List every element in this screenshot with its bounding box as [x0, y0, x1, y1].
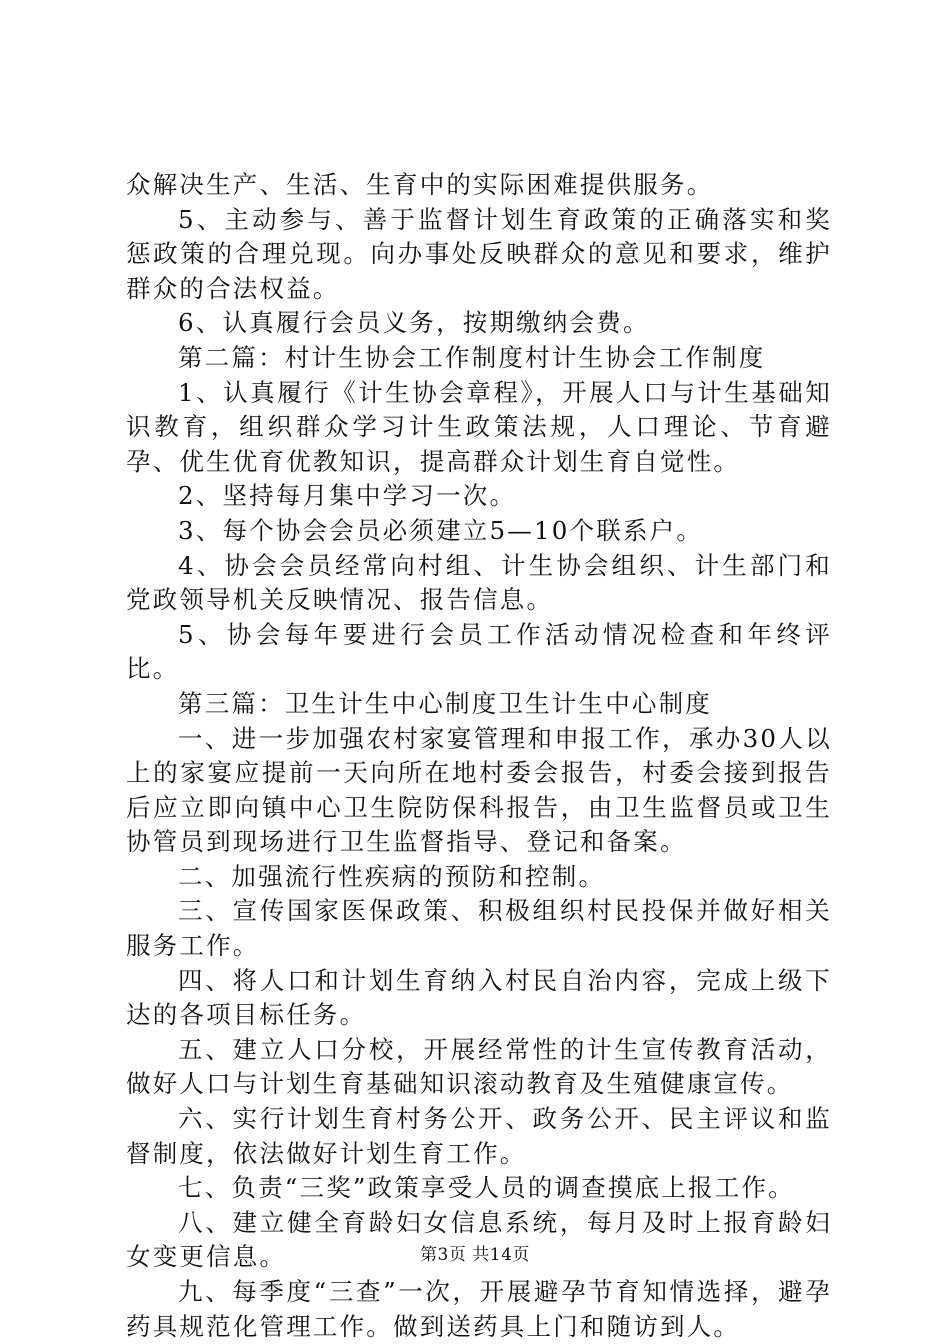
body-paragraph: 第三篇：卫生计生中心制度卫生计生中心制度: [178, 688, 712, 718]
body-paragraph: 4、协会会员经常向村组、计生协会组织、计生部门和党政领导机关反映情况、报告信息。: [126, 550, 832, 615]
body-paragraph: 七、负责“三奖”政策享受人员的调查摸底上报工作。: [178, 1173, 795, 1203]
body-paragraph: 四、将人口和计划生育纳入村民自治内容，完成上级下达的各项目标任务。: [126, 965, 832, 1030]
body-paragraph: 5、协会每年要进行会员工作活动情况检查和年终评比。: [126, 619, 832, 684]
body-paragraph: 三、宣传国家医保政策、积极组织村民投保并做好相关服务工作。: [126, 896, 832, 961]
body-paragraph: 一、进一步加强农村家宴管理和申报工作，承办30人以上的家宴应提前一天向所在地村委会报告，村委会接到报告后应立即向镇中心卫生院防保科报告，由卫生监督员或卫生协管员到现场进行卫生监督指导、登记和备案。: [126, 723, 832, 857]
body-paragraph: 6、认真履行会员义务，按期缴纳会费。: [178, 308, 650, 338]
body-paragraph: 3、每个协会会员必须建立5—10个联系户。: [178, 515, 704, 545]
body-paragraph: 1、认真履行《计生协会章程》，开展人口与计生基础知识教育，组织群众学习计生政策法规，人口理论、节育避孕、优生优育优教知识，提高群众计划生育自觉性。: [126, 377, 832, 476]
body-paragraph: 五、建立人口分校，开展经常性的计生宣传教育活动，做好人口与计划生育基础知识滚动教育及生殖健康宣传。: [126, 1034, 832, 1099]
body-paragraph: 众解决生产、生活、生育中的实际困难提供服务。: [126, 170, 714, 199]
page-number-footer: 第3页 共14页: [420, 1245, 530, 1265]
body-paragraph: 2、坚持每月集中学习一次。: [178, 481, 517, 511]
body-paragraph: 八、建立健全育龄妇女信息系统，每月及时上报育龄妇女变更信息。: [126, 1207, 832, 1272]
body-paragraph: 第二篇：村计生协会工作制度村计生协会工作制度: [178, 342, 766, 372]
body-paragraph: 六、实行计划生育村务公开、政务公开、民主评议和监督制度，依法做好计划生育工作。: [126, 1104, 832, 1168]
body-paragraph: 九、每季度“三查”一次，开展避孕节育知情选择，避孕药具规范化管理工作。做到送药具上门和随访到人。: [126, 1277, 832, 1341]
document-body: [126, 168, 832, 1344]
body-paragraph: 5、主动参与、善于监督计划生育政策的正确落实和奖惩政策的合理兑现。向办事处反映群众的意见和要求，维护群众的合法权益。: [126, 204, 832, 303]
body-paragraph: 二、加强流行性疾病的预防和控制。: [178, 861, 606, 891]
